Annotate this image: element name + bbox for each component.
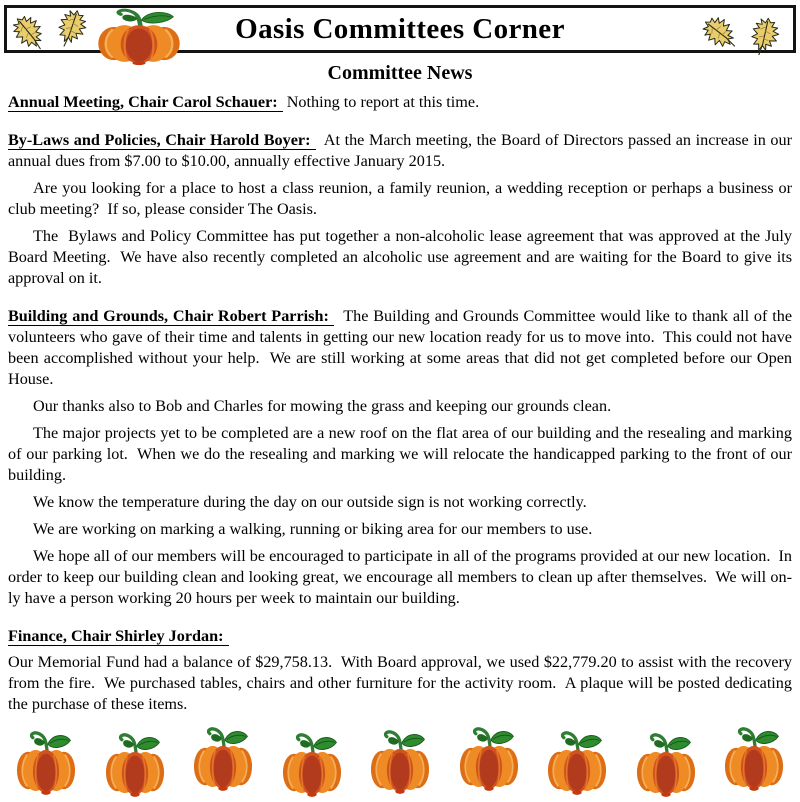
section-lead-text: Nothing to report at this time. (282, 93, 480, 111)
page-title: Oasis Committees Corner (235, 12, 565, 45)
section-lead-text: The Building and Grounds Committee would like to thank all of the volunteers who gave of their time and talents in getting our new location ready for us to move into. This could not have been accomplished without your help. We are still working at some areas that did not get completed before our Open House. (8, 307, 797, 388)
pumpkin-icon (370, 726, 430, 796)
pumpkin-icon (16, 727, 76, 797)
pumpkin-icon (459, 723, 519, 793)
section-finance (8, 626, 797, 715)
body-paragraph: Our Memorial Fund had a balance of $29,758.13. With Board approval, we used $22,779.20 to assist with the recovery from the fire. We purchased tables, chairs and other furniture for the activity room. A plaque will be posted dedicating the purchase of these items. (8, 653, 797, 713)
body-paragraph: We hope all of our members will be encouraged to participate in all of the programs provided at our new location. In order to keep our building clean and looking great, we encourage all members to clean up after themselves. We will on-ly have a person working 20 hours per week to maintain our building. (8, 547, 797, 607)
section-heading: Annual Meeting, Chair Carol Schauer: (8, 93, 283, 112)
section-building-grounds (8, 306, 797, 609)
section-lead-text: At the March meeting, the Board of Directors passed an increase in our annual dues from $7.00 to $10.00, annually effective January 2015. (8, 131, 797, 170)
oak-leaves-left-icon (12, 9, 98, 53)
pumpkin-icon (724, 723, 784, 793)
section-title-committee-news: Committee News (327, 62, 473, 84)
section-lead-paragraph (8, 306, 797, 390)
header-banner (4, 5, 796, 53)
newsletter-body (8, 92, 797, 715)
pumpkin-icon (105, 729, 165, 799)
section-heading: By-Laws and Policies, Chair Harold Boyer: (8, 131, 316, 150)
body-paragraph: Our thanks also to Bob and Charles for mowing the grass and keeping our grounds clean. (33, 397, 612, 415)
body-paragraph: The Bylaws and Policy Committee has put together a non-alcoholic lease agreement that was approved at the July Board Meeting. We have also recently completed an alcoholic use agreement and are waiting for the Board to give its approval on it. (8, 227, 797, 287)
section-annual-meeting (8, 92, 792, 113)
section-lead-paragraph (8, 92, 792, 113)
footer-pumpkin-row (0, 727, 800, 797)
pumpkin-icon (547, 727, 607, 797)
section-heading: Building and Grounds, Chair Robert Parrish: (8, 307, 334, 326)
body-paragraph: The major projects yet to be completed are a new roof on the flat area of our building and the resealing and marking of our parking lot. When we do the resealing and marking we will relocate the handicapped parking to the front of our building. (8, 424, 797, 484)
section-lead-paragraph (8, 130, 797, 172)
body-paragraph: Are you looking for a place to host a class reunion, a family reunion, a wedding reception or perhaps a business or club meeting? If so, please consider The Oasis. (8, 179, 797, 218)
pumpkin-icon (193, 723, 253, 793)
pumpkin-icon (282, 729, 342, 799)
body-paragraph: We know the temperature during the day on our outside sign is not working correctly. (33, 493, 587, 511)
pumpkin-icon (636, 729, 696, 799)
section-heading: Finance, Chair Shirley Jordan: (8, 627, 229, 646)
body-paragraph: We are working on marking a walking, running or biking area for our members to use. (33, 520, 593, 538)
header-pumpkin-icon (97, 6, 181, 66)
oak-leaves-right-icon (699, 11, 787, 55)
section-lead-paragraph (8, 626, 792, 647)
section-bylaws-policies (8, 130, 797, 289)
